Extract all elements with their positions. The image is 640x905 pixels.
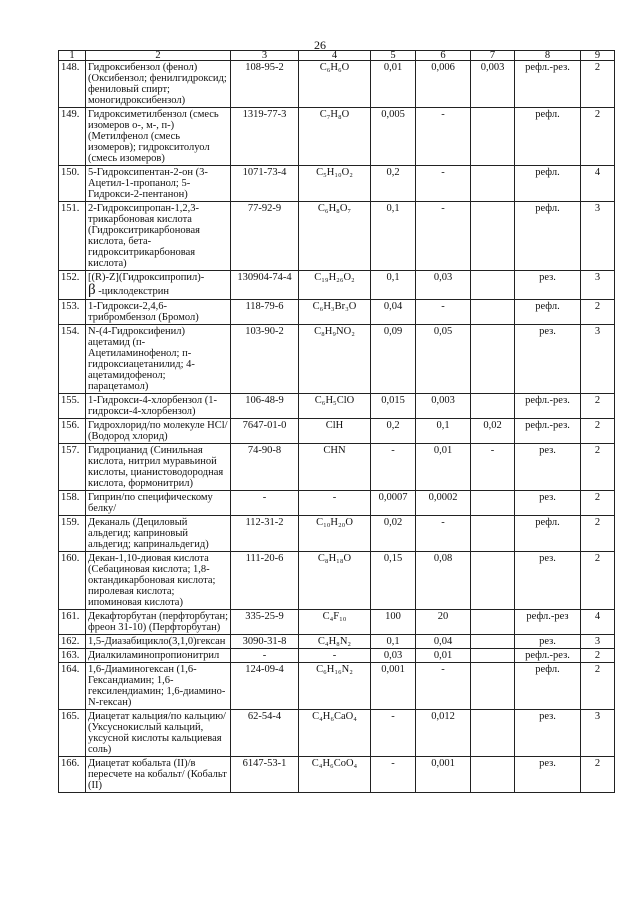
hazard-class: 2: [581, 419, 615, 444]
hazard-class: 2: [581, 61, 615, 108]
limiting-indicator: рез.: [515, 635, 581, 649]
substance-name: Гидроксиметилбензол (смесь изомеров о-, м-, п-) (Метилфенол (смесь изомеров); гидрокситолуол (смесь изомеров): [86, 108, 231, 166]
row-number: 149.: [59, 108, 86, 166]
limiting-indicator: рез.: [515, 271, 581, 300]
value-col7: [471, 610, 515, 635]
substance-name: Гидроцианид (Синильная кислота, нитрил муравьиной кислоты, цианистоводородная кислота, формонитрил): [86, 444, 231, 491]
cas-number: 77-92-9: [231, 202, 299, 271]
value-col6: -: [416, 516, 471, 552]
value-col6: 0,1: [416, 419, 471, 444]
substance-name: Диацетат кальция/по кальцию/ (Уксуснокислый кальций, уксусной кислоты кальциевая соль): [86, 710, 231, 757]
value-col7: [471, 166, 515, 202]
row-number: 163.: [59, 649, 86, 663]
cas-number: -: [231, 491, 299, 516]
table-row: [59, 757, 615, 793]
substances-table: [58, 50, 615, 793]
value-col7: [471, 108, 515, 166]
value-col5: -: [371, 444, 416, 491]
cas-number: 130904-74-4: [231, 271, 299, 300]
row-number: 156.: [59, 419, 86, 444]
value-col5: 100: [371, 610, 416, 635]
value-col6: -: [416, 663, 471, 710]
value-col6: 0,05: [416, 325, 471, 394]
limiting-indicator: рефл.: [515, 516, 581, 552]
row-number: 153.: [59, 300, 86, 325]
chemical-formula: C₄H₆CoO₄: [299, 757, 371, 793]
column-number-row: [59, 51, 615, 61]
table-row: [59, 419, 615, 444]
table-row: [59, 394, 615, 419]
chemical-formula: C₈H₉NO₂: [299, 325, 371, 394]
limiting-indicator: рез.: [515, 552, 581, 610]
chemical-formula: C₆H₅ClO: [299, 394, 371, 419]
limiting-indicator: рефл.: [515, 166, 581, 202]
value-col6: 0,001: [416, 757, 471, 793]
cas-number: 6147-53-1: [231, 757, 299, 793]
hazard-class: 2: [581, 444, 615, 491]
row-number: 148.: [59, 61, 86, 108]
limiting-indicator: рефл.: [515, 202, 581, 271]
table-row: [59, 552, 615, 610]
value-col5: -: [371, 710, 416, 757]
value-col7: [471, 325, 515, 394]
value-col7: [471, 649, 515, 663]
value-col7: 0,003: [471, 61, 515, 108]
column-number: 6: [416, 51, 471, 61]
row-number: 154.: [59, 325, 86, 394]
substance-name: Деканаль (Дециловый альдегид; каприновый альдегид; капринальдегид): [86, 516, 231, 552]
substance-name: Гиприн/по специфическому белку/: [86, 491, 231, 516]
limiting-indicator: рез.: [515, 444, 581, 491]
hazard-class: 4: [581, 166, 615, 202]
cas-number: 108-95-2: [231, 61, 299, 108]
value-col5: 0,04: [371, 300, 416, 325]
value-col7: 0,02: [471, 419, 515, 444]
value-col6: -: [416, 166, 471, 202]
hazard-class: 4: [581, 610, 615, 635]
table-row: [59, 300, 615, 325]
row-number: 162.: [59, 635, 86, 649]
value-col7: [471, 491, 515, 516]
value-col6: 0,04: [416, 635, 471, 649]
row-number: 151.: [59, 202, 86, 271]
substance-name: 1,6-Диаминогексан (1,6-Гександиамин; 1,6-гексилендиамин; 1,6-диамино-N-гексан): [86, 663, 231, 710]
table-row: [59, 516, 615, 552]
cas-number: 7647-01-0: [231, 419, 299, 444]
chemical-formula: C₅H₁₀O₂: [299, 166, 371, 202]
table-row: [59, 649, 615, 663]
row-number: 159.: [59, 516, 86, 552]
value-col6: 0,006: [416, 61, 471, 108]
limiting-indicator: рез.: [515, 325, 581, 394]
value-col5: 0,001: [371, 663, 416, 710]
chemical-formula: C₇H₈O: [299, 108, 371, 166]
column-number: 8: [515, 51, 581, 61]
chemical-formula: C₁₉H₂₆O₂: [299, 271, 371, 300]
substance-name: 1-Гидрокси-2,4,6-трибромбензол (Бромол): [86, 300, 231, 325]
value-col6: 0,0002: [416, 491, 471, 516]
limiting-indicator: рез.: [515, 710, 581, 757]
value-col5: 0,2: [371, 166, 416, 202]
cas-number: 118-79-6: [231, 300, 299, 325]
value-col7: [471, 300, 515, 325]
value-col6: 0,08: [416, 552, 471, 610]
value-col7: [471, 552, 515, 610]
table-row: [59, 108, 615, 166]
value-col5: 0,015: [371, 394, 416, 419]
hazard-class: 3: [581, 271, 615, 300]
value-col6: -: [416, 300, 471, 325]
hazard-class: 3: [581, 710, 615, 757]
table-row: [59, 325, 615, 394]
limiting-indicator: рез.: [515, 491, 581, 516]
column-number: 3: [231, 51, 299, 61]
cas-number: 1319-77-3: [231, 108, 299, 166]
hazard-class: 2: [581, 552, 615, 610]
substance-name: 1-Гидрокси-4-хлорбензол (1-гидрокси-4-хлорбензол): [86, 394, 231, 419]
hazard-class: 2: [581, 663, 615, 710]
value-col6: -: [416, 108, 471, 166]
substance-name: 2-Гидроксипропан-1,2,3-трикарбоновая кислота (Гидрокситрикарбоновая кислота, бета-гидрокситрикарбоновая кислота): [86, 202, 231, 271]
chemical-formula: C₄H₈N₂: [299, 635, 371, 649]
chemical-formula: -: [299, 491, 371, 516]
row-number: 157.: [59, 444, 86, 491]
chemical-formula: C₄F₁₀: [299, 610, 371, 635]
table-row: [59, 61, 615, 108]
beta-symbol: β: [88, 282, 96, 298]
hazard-class: 3: [581, 325, 615, 394]
hazard-class: 3: [581, 202, 615, 271]
value-col7: -: [471, 444, 515, 491]
limiting-indicator: рефл.-рез.: [515, 61, 581, 108]
value-col7: [471, 663, 515, 710]
row-number: 160.: [59, 552, 86, 610]
limiting-indicator: рез.: [515, 757, 581, 793]
value-col6: 0,012: [416, 710, 471, 757]
value-col5: 0,1: [371, 635, 416, 649]
value-col5: 0,1: [371, 202, 416, 271]
value-col5: 0,02: [371, 516, 416, 552]
hazard-class: 2: [581, 394, 615, 419]
value-col7: [471, 710, 515, 757]
value-col7: [471, 202, 515, 271]
row-number: 158.: [59, 491, 86, 516]
cas-number: -: [231, 649, 299, 663]
table-row: [59, 202, 615, 271]
column-number: 2: [86, 51, 231, 61]
cas-number: 62-54-4: [231, 710, 299, 757]
hazard-class: 3: [581, 635, 615, 649]
substance-name-part: [(R)-Z](Гидроксипропил)-: [88, 272, 205, 283]
table-row: [59, 610, 615, 635]
substance-name: Диалкиламинопропионитрил: [86, 649, 231, 663]
cas-number: 74-90-8: [231, 444, 299, 491]
cas-number: 1071-73-4: [231, 166, 299, 202]
chemical-formula: C₆H₁₆N₂: [299, 663, 371, 710]
value-col6: 0,01: [416, 649, 471, 663]
row-number: 166.: [59, 757, 86, 793]
chemical-formula: C₈H₁₈O: [299, 552, 371, 610]
hazard-class: 2: [581, 516, 615, 552]
chemical-formula: CHN: [299, 444, 371, 491]
limiting-indicator: рефл.: [515, 300, 581, 325]
cas-number: 335-25-9: [231, 610, 299, 635]
substance-name: Декафторбутан (перфторбутан; фреон 31-10) (Перфторбутан): [86, 610, 231, 635]
limiting-indicator: рефл.-рез.: [515, 649, 581, 663]
chemical-formula: ClH: [299, 419, 371, 444]
value-col6: 0,01: [416, 444, 471, 491]
value-col5: 0,03: [371, 649, 416, 663]
value-col6: 20: [416, 610, 471, 635]
substance-name: Декан-1,10-диовая кислота (Себациновая кислота; 1,8-октандикарбоновая кислота; пиролевая кислота; ипоминовая кислота): [86, 552, 231, 610]
substance-name: 5-Гидроксипентан-2-он (3-Ацетил-1-пропанол; 5-Гидрокси-2-пентанон): [86, 166, 231, 202]
cas-number: 106-48-9: [231, 394, 299, 419]
substance-name: Гидрохлорид/по молекуле HCl/ (Водород хлорид): [86, 419, 231, 444]
value-col5: 0,005: [371, 108, 416, 166]
column-number: 4: [299, 51, 371, 61]
limiting-indicator: рефл.: [515, 663, 581, 710]
value-col5: 0,01: [371, 61, 416, 108]
table-row: [59, 491, 615, 516]
page-number: 26: [314, 38, 326, 52]
row-number: 161.: [59, 610, 86, 635]
value-col5: 0,2: [371, 419, 416, 444]
cas-number: 124-09-4: [231, 663, 299, 710]
value-col6: -: [416, 202, 471, 271]
column-number: 1: [59, 51, 86, 61]
cas-number: 3090-31-8: [231, 635, 299, 649]
hazard-class: 2: [581, 108, 615, 166]
value-col7: [471, 271, 515, 300]
substance-name: [86, 271, 231, 300]
value-col7: [471, 394, 515, 419]
chemical-formula: C₆H₆O: [299, 61, 371, 108]
chemical-formula: C₆H₈O₇: [299, 202, 371, 271]
substance-name: Гидроксибензол (фенол) (Оксибензол; фенилгидроксид; фениловый спирт; моногидроксибензол): [86, 61, 231, 108]
value-col6: 0,03: [416, 271, 471, 300]
limiting-indicator: рефл.-рез.: [515, 394, 581, 419]
value-col7: [471, 635, 515, 649]
substance-name: Диацетат кобальта (II)/в пересчете на кобальт/ (Кобальт (II): [86, 757, 231, 793]
value-col5: 0,1: [371, 271, 416, 300]
row-number: 165.: [59, 710, 86, 757]
chemical-formula: C₄H₆CaO₄: [299, 710, 371, 757]
table-row: [59, 635, 615, 649]
cas-number: 112-31-2: [231, 516, 299, 552]
substance-name-part: -циклодекстрин: [95, 286, 169, 297]
value-col7: [471, 757, 515, 793]
limiting-indicator: рефл.-рез.: [515, 419, 581, 444]
value-col5: 0,0007: [371, 491, 416, 516]
hazard-class: 2: [581, 757, 615, 793]
column-number: 9: [581, 51, 615, 61]
value-col6: 0,003: [416, 394, 471, 419]
hazard-class: 2: [581, 649, 615, 663]
chemical-formula: -: [299, 649, 371, 663]
substance-name: N-(4-Гидроксифенил) ацетамид (п-Ацетиламинофенол; п-гидроксиацетанилид; 4-ацетамидофенол; парацетамол): [86, 325, 231, 394]
value-col7: [471, 516, 515, 552]
row-number: 150.: [59, 166, 86, 202]
row-number: 155.: [59, 394, 86, 419]
cas-number: 103-90-2: [231, 325, 299, 394]
table-row: [59, 663, 615, 710]
table-row: [59, 444, 615, 491]
chemical-formula: C₁₀H₂₀O: [299, 516, 371, 552]
column-number: 5: [371, 51, 416, 61]
column-number: 7: [471, 51, 515, 61]
chemical-formula: C₆H₃Br₃O: [299, 300, 371, 325]
hazard-class: 2: [581, 300, 615, 325]
substance-name: 1,5-Диазабицикло(3,1,0)гексан: [86, 635, 231, 649]
table-row: [59, 710, 615, 757]
table-row: [59, 271, 615, 300]
table-row: [59, 166, 615, 202]
value-col5: 0,09: [371, 325, 416, 394]
value-col5: -: [371, 757, 416, 793]
value-col5: 0,15: [371, 552, 416, 610]
row-number: 164.: [59, 663, 86, 710]
row-number: 152.: [59, 271, 86, 300]
hazard-class: 2: [581, 491, 615, 516]
limiting-indicator: рефл.: [515, 108, 581, 166]
limiting-indicator: рефл.-рез: [515, 610, 581, 635]
cas-number: 111-20-6: [231, 552, 299, 610]
